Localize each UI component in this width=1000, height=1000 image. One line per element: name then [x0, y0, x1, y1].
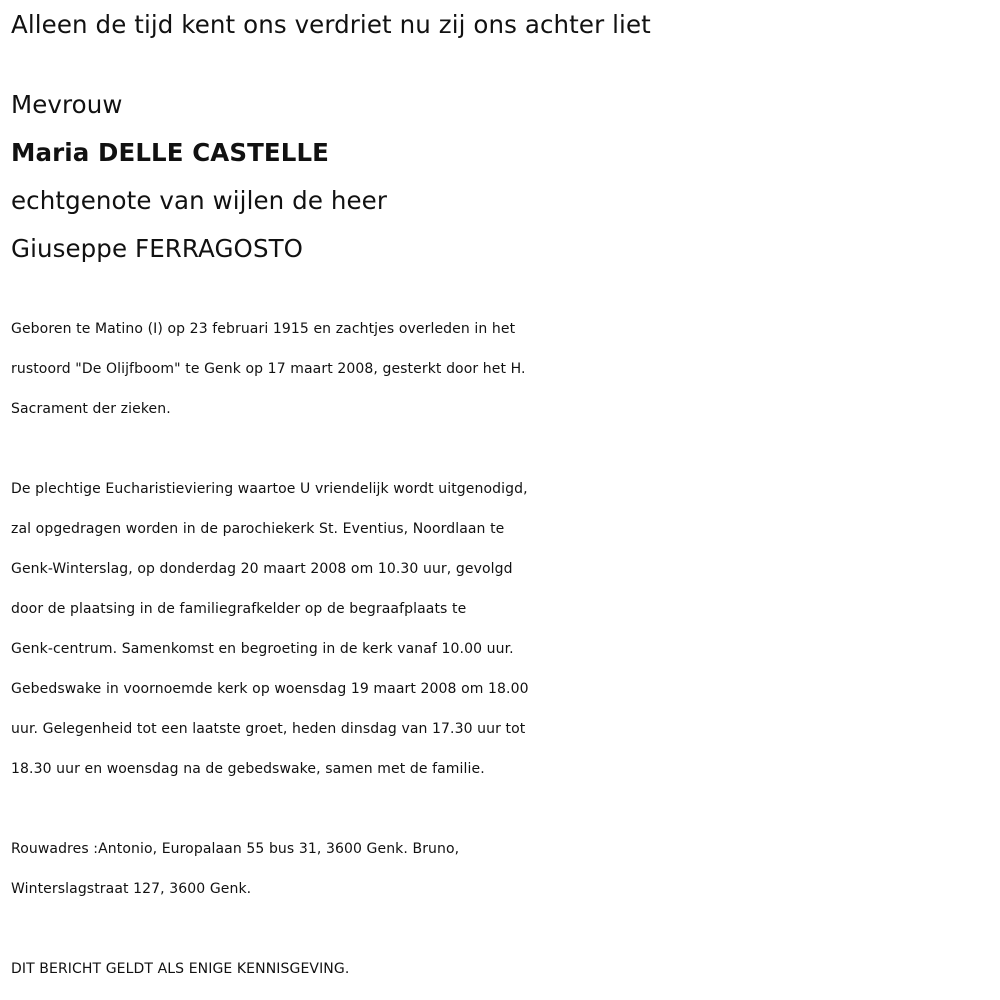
- paragraph-line: door de plaatsing in de familiegrafkelder op de begraafplaats te: [11, 601, 467, 617]
- paragraph-line: Genk-Winterslag, op donderdag 20 maart 2008 om 10.30 uur, gevolgd: [11, 561, 513, 577]
- paragraph-line: Genk-centrum. Samenkomst en begroeting in de kerk vanaf 10.00 uur.: [11, 641, 514, 657]
- funeral-service-paragraph: [11, 469, 991, 789]
- paragraph-line: Rouwadres :Antonio, Europalaan 55 bus 31, 3600 Genk. Bruno,: [11, 841, 460, 857]
- spouse-relation: echtgenote van wijlen de heer: [11, 186, 388, 215]
- birth-death-paragraph: [11, 309, 991, 429]
- paragraph-line: uur. Gelegenheid tot een laatste groet, heden dinsdag van 17.30 uur tot: [11, 721, 526, 737]
- paragraph-line: Winterslagstraat 127, 3600 Genk.: [11, 881, 252, 897]
- deceased-name: Maria DELLE CASTELLE: [11, 138, 330, 167]
- paragraph-line: 18.30 uur en woensdag na de gebedswake, samen met de familie.: [11, 761, 485, 777]
- salutation: Mevrouw: [11, 90, 123, 119]
- paragraph-line: rustoord "De Olijfboom" te Genk op 17 maart 2008, gesterkt door het H.: [11, 361, 526, 377]
- mourning-address-paragraph: [11, 829, 991, 909]
- opening-verse: Alleen de tijd kent ons verdriet nu zij ons achter liet: [11, 10, 651, 39]
- closing-statement: [11, 949, 991, 989]
- spouse-name: Giuseppe FERRAGOSTO: [11, 234, 304, 263]
- paragraph-line: DIT BERICHT GELDT ALS ENIGE KENNISGEVING.: [11, 961, 350, 977]
- paragraph-line: De plechtige Eucharistieviering waartoe U vriendelijk wordt uitgenodigd,: [11, 481, 528, 497]
- paragraph-line: Geboren te Matino (I) op 23 februari 1915 en zachtjes overleden in het: [11, 321, 516, 337]
- paragraph-line: Gebedswake in voornoemde kerk op woensdag 19 maart 2008 om 18.00: [11, 681, 529, 697]
- paragraph-line: Sacrament der zieken.: [11, 401, 171, 417]
- paragraph-line: zal opgedragen worden in de parochiekerk St. Eventius, Noordlaan te: [11, 521, 505, 537]
